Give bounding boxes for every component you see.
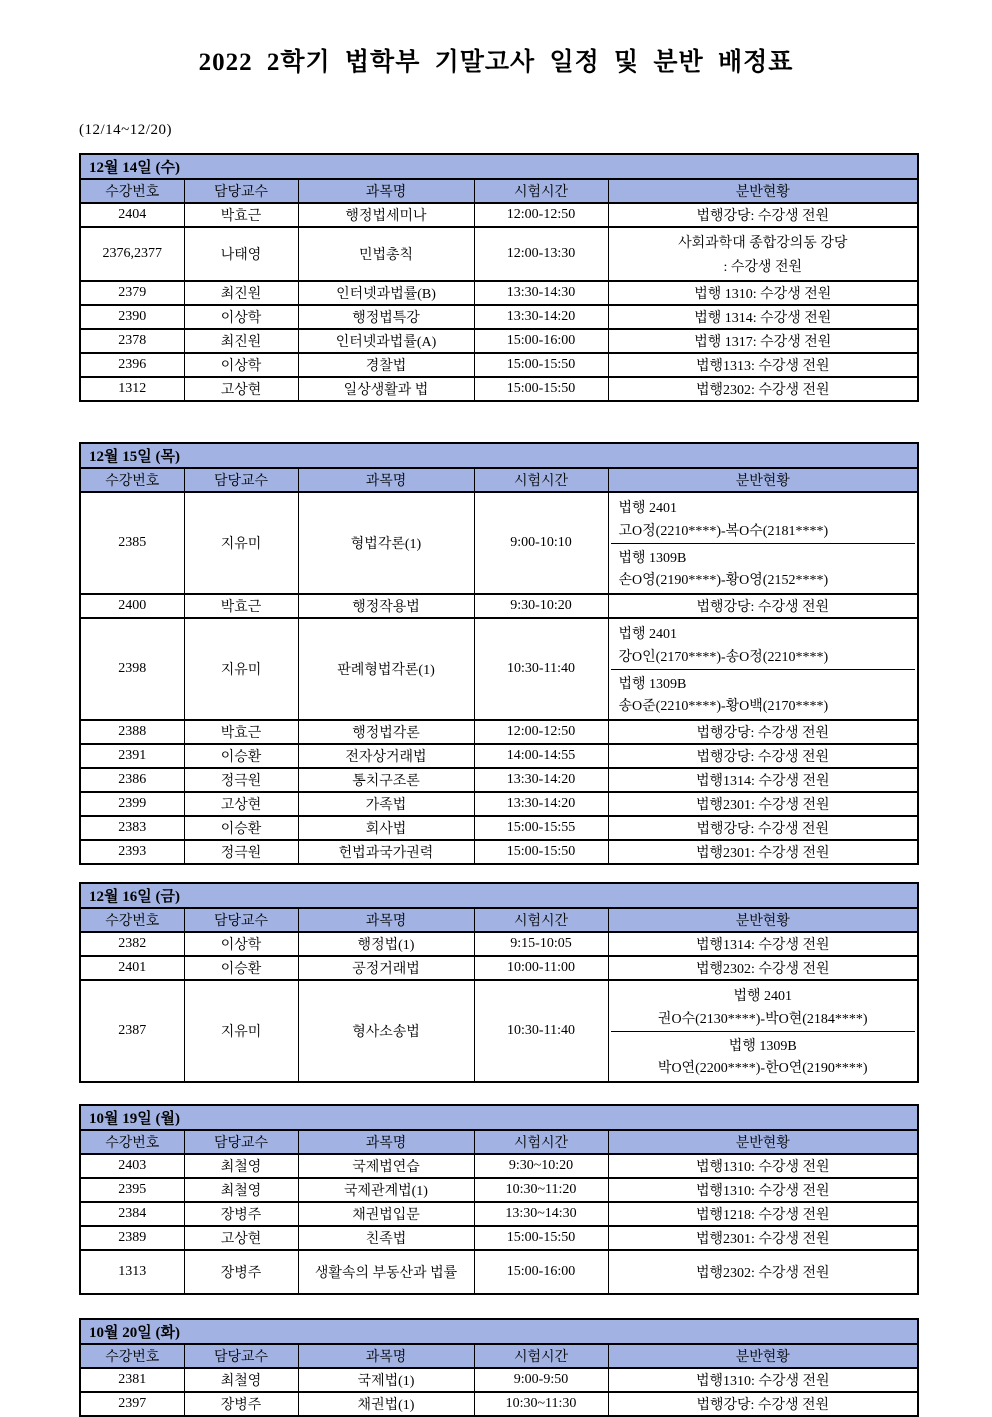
cell-course-no: 2401 <box>80 956 184 980</box>
cell-assignment: 법행1313: 수강생 전원 <box>608 353 918 377</box>
cell-assignment: 법행2301: 수강생 전원 <box>608 792 918 816</box>
cell-professor: 정극원 <box>184 840 298 864</box>
assignment-room: 법행 2401 <box>618 627 678 642</box>
cell-exam-time: 10:30~11:20 <box>474 1178 608 1202</box>
cell-professor: 고상현 <box>184 377 298 401</box>
cell-course-no: 2390 <box>80 305 184 329</box>
cell-subject: 국제관계법(1) <box>298 1178 474 1202</box>
cell-course-no: 2400 <box>80 594 184 618</box>
cell-subject: 민법총칙 <box>298 227 474 281</box>
cell-course-no: 2404 <box>80 203 184 227</box>
cell-exam-time: 15:00-15:50 <box>474 377 608 401</box>
exam-table-dec15 <box>79 442 919 865</box>
assignment-group <box>611 1031 916 1080</box>
cell-exam-time: 15:00-15:55 <box>474 816 608 840</box>
table-row <box>80 908 918 932</box>
cell-assignment: 법행1310: 수강생 전원 <box>608 1368 918 1392</box>
table-row <box>80 792 918 816</box>
table-row <box>80 816 918 840</box>
cell-subject: 행정법특강 <box>298 305 474 329</box>
cell-subject: 일상생활과 법 <box>298 377 474 401</box>
cell-professor: 지유미 <box>184 618 298 720</box>
table-row <box>80 1154 918 1178</box>
cell-assignment: 법행2302: 수강생 전원 <box>608 377 918 401</box>
table-row <box>80 1392 918 1416</box>
day-header: 10월 19일 (월) <box>80 1105 918 1130</box>
assignment-range: 손O영(2190****)-황O영(2152****) <box>618 573 829 589</box>
cell-professor: 장병주 <box>184 1392 298 1416</box>
table-row <box>80 154 918 179</box>
cell-exam-time: 13:30-14:30 <box>474 281 608 305</box>
cell-course-no: 2384 <box>80 1202 184 1226</box>
cell-professor: 장병주 <box>184 1202 298 1226</box>
cell-exam-time: 9:30-10:20 <box>474 594 608 618</box>
cell-course-no: 2376,2377 <box>80 227 184 281</box>
assignment-group <box>611 620 916 669</box>
cell-subject: 채권법입문 <box>298 1202 474 1226</box>
day-header: 12월 14일 (수) <box>80 154 918 179</box>
table-row <box>80 980 918 1082</box>
col-header-subject: 과목명 <box>298 908 474 932</box>
cell-course-no: 2391 <box>80 744 184 768</box>
cell-exam-time: 9:15-10:05 <box>474 932 608 956</box>
cell-professor: 고상현 <box>184 792 298 816</box>
cell-subject: 형법각론(1) <box>298 492 474 594</box>
table-row <box>80 377 918 401</box>
exam-table-oct19 <box>79 1104 919 1295</box>
table-row <box>80 883 918 908</box>
cell-assignment: 법행강당: 수강생 전원 <box>608 1392 918 1416</box>
table-row <box>80 956 918 980</box>
date-range-label: (12/14~12/20) <box>79 122 172 138</box>
assignment-room: 법행 1309B <box>618 676 687 692</box>
cell-subject: 헌법과국가권력 <box>298 840 474 864</box>
table-row <box>80 443 918 468</box>
col-header-exam-time: 시험시간 <box>474 1130 608 1154</box>
cell-exam-time: 13:30-14:20 <box>474 305 608 329</box>
cell-exam-time: 15:00-15:50 <box>474 353 608 377</box>
cell-assignment: 법행1314: 수강생 전원 <box>608 932 918 956</box>
col-header-professor: 담당교수 <box>184 1344 298 1368</box>
cell-assignment: 법행강당: 수강생 전원 <box>608 720 918 744</box>
cell-subject: 형사소송법 <box>298 980 474 1082</box>
cell-course-no: 2393 <box>80 840 184 864</box>
cell-assignment: 법행강당: 수강생 전원 <box>608 816 918 840</box>
table-row <box>80 1319 918 1344</box>
cell-subject: 공정거래법 <box>298 956 474 980</box>
table-row <box>80 1178 918 1202</box>
table-row <box>80 768 918 792</box>
cell-professor: 지유미 <box>184 980 298 1082</box>
cell-assignment <box>608 492 918 594</box>
cell-course-no: 2383 <box>80 816 184 840</box>
table-row <box>80 1202 918 1226</box>
col-header-professor: 담당교수 <box>184 908 298 932</box>
table-row <box>80 305 918 329</box>
cell-assignment: 법행1310: 수강생 전원 <box>608 1178 918 1202</box>
col-header-professor: 담당교수 <box>184 1130 298 1154</box>
cell-subject: 통치구조론 <box>298 768 474 792</box>
cell-professor: 박효근 <box>184 203 298 227</box>
table-row <box>80 932 918 956</box>
cell-course-no: 2403 <box>80 1154 184 1178</box>
cell-professor: 이상학 <box>184 353 298 377</box>
assignment-room: 법행 1309B <box>728 1038 797 1054</box>
cell-professor: 박효근 <box>184 594 298 618</box>
cell-exam-time: 13:30~14:30 <box>474 1202 608 1226</box>
table-row <box>80 203 918 227</box>
cell-subject: 전자상거래법 <box>298 744 474 768</box>
cell-assignment: 법행강당: 수강생 전원 <box>608 744 918 768</box>
cell-exam-time: 12:00-12:50 <box>474 203 608 227</box>
cell-assignment: 법행2302: 수강생 전원 <box>608 956 918 980</box>
table-row <box>80 744 918 768</box>
assignment-line: : 수강생 전원 <box>723 259 802 275</box>
table-row <box>80 329 918 353</box>
col-header-assignment: 분반현황 <box>608 1344 918 1368</box>
assignment-range: 송O준(2210****)-황O백(2170****) <box>618 699 829 715</box>
cell-professor: 나태영 <box>184 227 298 281</box>
cell-assignment: 법행 1317: 수강생 전원 <box>608 329 918 353</box>
cell-subject: 국제법(1) <box>298 1368 474 1392</box>
cell-course-no: 2381 <box>80 1368 184 1392</box>
cell-course-no: 2386 <box>80 768 184 792</box>
cell-exam-time: 10:00-11:00 <box>474 956 608 980</box>
cell-professor: 박효근 <box>184 720 298 744</box>
col-header-exam-time: 시험시간 <box>474 1344 608 1368</box>
assignment-line: 사회과학대 종합강의동 강당 <box>678 236 848 252</box>
table-row <box>80 840 918 864</box>
cell-course-no: 2398 <box>80 618 184 720</box>
cell-course-no: 2382 <box>80 932 184 956</box>
table-row <box>80 492 918 594</box>
cell-subject: 행정법세미나 <box>298 203 474 227</box>
cell-assignment <box>608 227 918 281</box>
table-row <box>80 227 918 281</box>
exam-table-oct20 <box>79 1318 919 1417</box>
cell-exam-time: 14:00-14:55 <box>474 744 608 768</box>
cell-exam-time: 12:00-12:50 <box>474 720 608 744</box>
assignment-range: 박O연(2200****)-한O연(2190****) <box>657 1061 868 1077</box>
table-row <box>80 468 918 492</box>
cell-course-no: 2399 <box>80 792 184 816</box>
cell-exam-time: 15:00-16:00 <box>474 329 608 353</box>
assignment-group <box>611 543 916 592</box>
cell-subject: 생활속의 부동산과 법률 <box>298 1250 474 1294</box>
assignment-range: 고O정(2210****)-복O수(2181****) <box>618 524 829 539</box>
col-header-subject: 과목명 <box>298 1130 474 1154</box>
cell-subject: 인터넷과법률(B) <box>298 281 474 305</box>
cell-professor: 이상학 <box>184 932 298 956</box>
col-header-exam-time: 시험시간 <box>474 908 608 932</box>
cell-assignment <box>608 618 918 720</box>
day-header: 12월 15일 (목) <box>80 443 918 468</box>
col-header-subject: 과목명 <box>298 179 474 203</box>
col-header-course-no: 수강번호 <box>80 1344 184 1368</box>
col-header-course-no: 수강번호 <box>80 1130 184 1154</box>
cell-course-no: 2397 <box>80 1392 184 1416</box>
cell-professor: 최철영 <box>184 1154 298 1178</box>
cell-professor: 정극원 <box>184 768 298 792</box>
cell-professor: 최철영 <box>184 1178 298 1202</box>
exam-table-dec16 <box>79 882 919 1083</box>
cell-assignment: 법행 1314: 수강생 전원 <box>608 305 918 329</box>
cell-assignment: 법행2301: 수강생 전원 <box>608 840 918 864</box>
cell-professor: 이상학 <box>184 305 298 329</box>
table-row <box>80 1344 918 1368</box>
day-header: 12월 16일 (금) <box>80 883 918 908</box>
cell-professor: 최진원 <box>184 329 298 353</box>
cell-course-no: 2395 <box>80 1178 184 1202</box>
cell-exam-time: 13:30-14:20 <box>474 768 608 792</box>
cell-subject: 회사법 <box>298 816 474 840</box>
cell-exam-time: 15:00-16:00 <box>474 1250 608 1294</box>
cell-exam-time: 9:00-9:50 <box>474 1368 608 1392</box>
assignment-room: 법행 1309B <box>618 550 687 566</box>
col-header-professor: 담당교수 <box>184 179 298 203</box>
cell-exam-time: 15:00-15:50 <box>474 1226 608 1250</box>
col-header-assignment: 분반현황 <box>608 908 918 932</box>
table-row <box>80 1130 918 1154</box>
page-title: 2022 2학기 법학부 기말고사 일정 및 분반 배정표 <box>198 49 794 76</box>
cell-assignment: 법행1314: 수강생 전원 <box>608 768 918 792</box>
cell-subject: 행정법(1) <box>298 932 474 956</box>
cell-subject: 친족법 <box>298 1226 474 1250</box>
assignment-room: 법행 2401 <box>733 989 793 1004</box>
table-row <box>80 179 918 203</box>
cell-exam-time: 10:30-11:40 <box>474 980 608 1082</box>
cell-subject: 인터넷과법률(A) <box>298 329 474 353</box>
cell-course-no: 2388 <box>80 720 184 744</box>
cell-course-no: 2385 <box>80 492 184 594</box>
cell-professor: 이승환 <box>184 816 298 840</box>
cell-exam-time: 9:30~10:20 <box>474 1154 608 1178</box>
assignment-group <box>611 494 916 543</box>
cell-course-no: 2387 <box>80 980 184 1082</box>
table-row <box>80 618 918 720</box>
cell-professor: 최진원 <box>184 281 298 305</box>
col-header-assignment: 분반현황 <box>608 1130 918 1154</box>
table-row <box>80 353 918 377</box>
cell-assignment: 법행2302: 수강생 전원 <box>608 1250 918 1294</box>
cell-exam-time: 12:00-13:30 <box>474 227 608 281</box>
cell-exam-time: 9:00-10:10 <box>474 492 608 594</box>
cell-assignment: 법행1310: 수강생 전원 <box>608 1154 918 1178</box>
assignment-lines <box>611 229 916 279</box>
cell-assignment: 법행강당: 수강생 전원 <box>608 594 918 618</box>
cell-professor: 장병주 <box>184 1250 298 1294</box>
cell-assignment: 법행강당: 수강생 전원 <box>608 203 918 227</box>
col-header-course-no: 수강번호 <box>80 468 184 492</box>
assignment-range: 권O수(2130****)-박O현(2184****) <box>657 1012 868 1027</box>
col-header-exam-time: 시험시간 <box>474 468 608 492</box>
col-header-subject: 과목명 <box>298 1344 474 1368</box>
cell-course-no: 2378 <box>80 329 184 353</box>
col-header-subject: 과목명 <box>298 468 474 492</box>
cell-course-no: 2379 <box>80 281 184 305</box>
cell-subject: 국제법연습 <box>298 1154 474 1178</box>
cell-professor: 고상현 <box>184 1226 298 1250</box>
exam-table-dec14 <box>79 153 919 402</box>
cell-course-no: 1313 <box>80 1250 184 1294</box>
assignment-range: 강O인(2170****)-송O정(2210****) <box>618 650 829 665</box>
cell-subject: 판례형법각론(1) <box>298 618 474 720</box>
cell-professor: 이승환 <box>184 744 298 768</box>
day-header: 10월 20일 (화) <box>80 1319 918 1344</box>
cell-course-no: 1312 <box>80 377 184 401</box>
assignment-room: 법행 2401 <box>618 501 678 516</box>
col-header-course-no: 수강번호 <box>80 908 184 932</box>
cell-subject: 가족법 <box>298 792 474 816</box>
table-row <box>80 1250 918 1294</box>
cell-exam-time: 15:00-15:50 <box>474 840 608 864</box>
cell-professor: 이승환 <box>184 956 298 980</box>
cell-professor: 지유미 <box>184 492 298 594</box>
cell-subject: 행정법각론 <box>298 720 474 744</box>
cell-exam-time: 10:30~11:30 <box>474 1392 608 1416</box>
assignment-group <box>611 982 916 1031</box>
cell-assignment: 법행2301: 수강생 전원 <box>608 1226 918 1250</box>
cell-exam-time: 13:30-14:20 <box>474 792 608 816</box>
table-row <box>80 1368 918 1392</box>
table-row <box>80 594 918 618</box>
col-header-course-no: 수강번호 <box>80 179 184 203</box>
cell-professor: 최철영 <box>184 1368 298 1392</box>
cell-course-no: 2389 <box>80 1226 184 1250</box>
table-row <box>80 720 918 744</box>
table-row <box>80 281 918 305</box>
cell-subject: 행정작용법 <box>298 594 474 618</box>
cell-course-no: 2396 <box>80 353 184 377</box>
table-row <box>80 1226 918 1250</box>
table-row <box>80 1105 918 1130</box>
col-header-professor: 담당교수 <box>184 468 298 492</box>
cell-assignment: 법행 1310: 수강생 전원 <box>608 281 918 305</box>
col-header-assignment: 분반현황 <box>608 468 918 492</box>
assignment-group <box>611 669 916 718</box>
cell-exam-time: 10:30-11:40 <box>474 618 608 720</box>
cell-assignment <box>608 980 918 1082</box>
col-header-exam-time: 시험시간 <box>474 179 608 203</box>
cell-subject: 채권법(1) <box>298 1392 474 1416</box>
cell-subject: 경찰법 <box>298 353 474 377</box>
cell-assignment: 법행1218: 수강생 전원 <box>608 1202 918 1226</box>
col-header-assignment: 분반현황 <box>608 179 918 203</box>
